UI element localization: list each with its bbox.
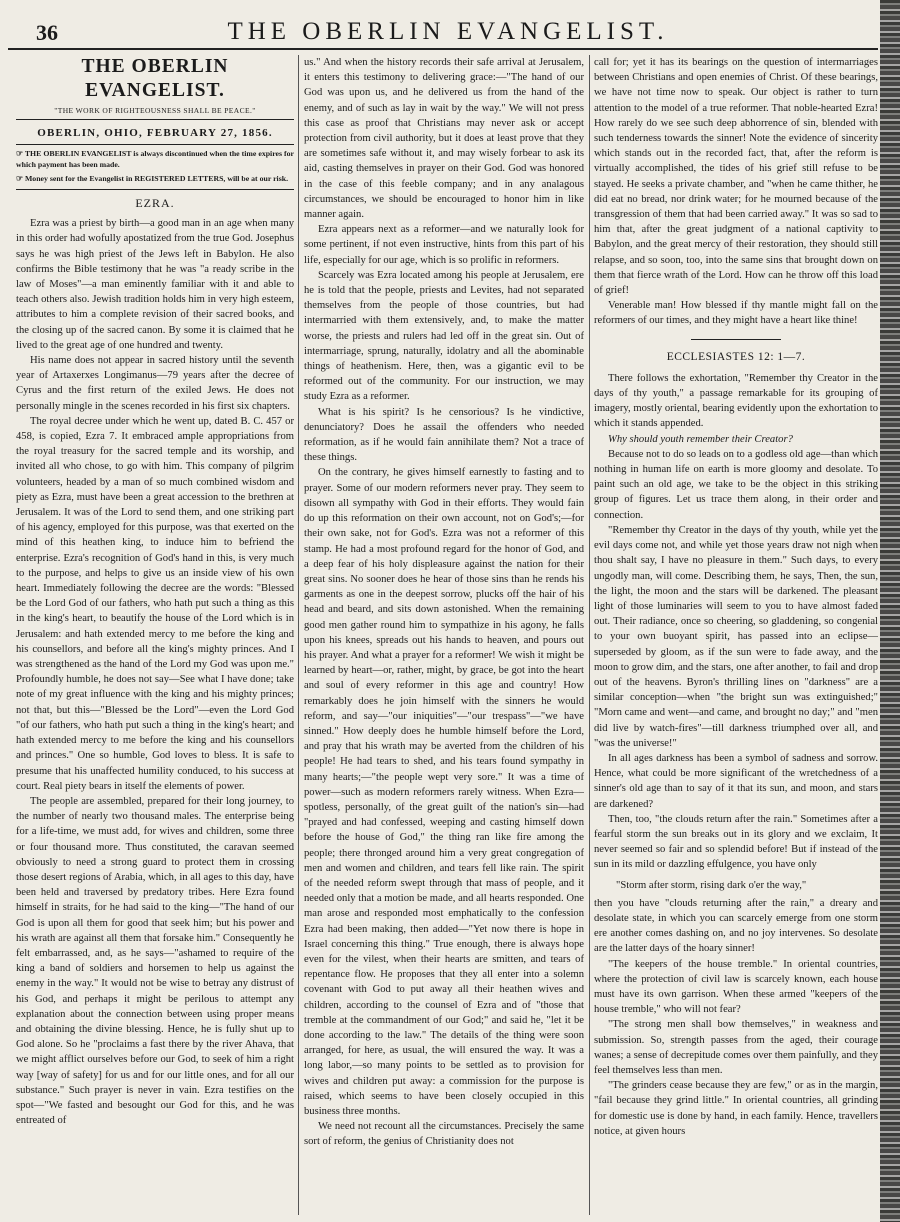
- paragraph: us." And when the history records their safe arrival at Jerusalem, it enters this testimony to delivering grace:—"The hand of our God was upon us, and he delivered us from the hand of the enemy, and of such as lay in wait by the way." We will not press this case as proof that Christians may never ask or accept protection from civil authority, but it does at least prove that they are sometimes safe without it, and may wisely forbear to ask its aid, casting themselves in prayer on their God. God was honored in the case of this feeble company; and in any analagous circumstances, we should be encouraged to honor him in like manner again.: [304, 57, 584, 221]
- paragraph: Why should youth remember their Creator?: [608, 433, 793, 445]
- paragraph: "The strong men shall bow themselves," in weakness and submission. So, strength passes from the aged, their courage wanes; a sense of decrepitude comes over them painfully, and they feel themselves less than men.: [594, 1019, 878, 1076]
- paragraph: "The grinders cease because they are few," or as in the margin, "fail because they grind little." In oriental countries, all grinding for domestic use is done by hand, in each family. Hence, travellers notice, at given hours: [594, 1080, 878, 1137]
- masthead-title: THE OBERLIN EVANGELIST.: [81, 56, 229, 101]
- paragraph: There follows the exhortation, "Remember thy Creator in the days of thy youth," a passage remarkable for its grouping of imagery, mostly oriental, bearing evidently upon the exhortation to which it stands appended.: [594, 372, 878, 430]
- column-2: [304, 55, 584, 1217]
- scan-binding-edge: [880, 0, 900, 1222]
- paragraph: His name does not appear in sacred history until the seventh year of Artaxerxes Longimanus—79 years after the decree of Cyrus and the first return of the exiled Jews. He does not personally mingle in the scenes recorded in his first six chapters.: [16, 355, 294, 412]
- column-3: [594, 55, 878, 1217]
- notice: ☞ THE OBERLIN EVANGELIST is always discontinued when the time expires for which payment has been made.: [16, 149, 294, 169]
- paragraph: Venerable man! How blessed if thy mantle might fall on the reformers of our times, and they might have a heart like thine!: [594, 300, 878, 327]
- paragraph: What is his spirit? Is he censorious? Is he vindictive, denunciatory? Does he assail the offenders who needed reformation, as if he would fain annihilate them? Not a trace of these things.: [304, 406, 584, 464]
- paragraph: We need not recount all the circumstances. Precisely the same sort of reform, the genius of Christianity does not: [304, 1121, 584, 1148]
- column-1: [16, 55, 294, 1217]
- article-heading: ECCLESIASTES 12: 1—7.: [666, 350, 806, 363]
- dateline: OBERLIN, OHIO, FEBRUARY 27, 1856.: [16, 123, 294, 145]
- running-title: THE OBERLIN EVANGELIST.: [227, 18, 669, 45]
- paragraph: "Remember thy Creator in the days of thy youth, while yet the evil days come not, and while yet those years draw not nigh when thou shalt say, I have no pleasure in them." Such days, to every ungodly man, will come. Describing them, he says, Then, the sun, the light, the moon and the stars will be darkened. The pleasant light of those luminaries will seem to you to have almost faded out. Their radiance, once so cheering, so gladdening, so congenial to your own buoyant spirit, has passed into an eclipse—superseded by gloom, as if the sun were to fade away, and the moon to grow dim, and the stars, one after another, to fail and drop out of the heavens. Byron's thrilling lines on "darkness" are a similar conception—when "the bright sun was extinguished;" "Morn came and went—and came, and brought no day;" and "men did live by watch-fires"—till darkness triumphed over all, and "was the universe!": [594, 524, 878, 749]
- notice: ☞ Money sent for the Evangelist in REGISTERED LETTERS, will be at our risk.: [16, 174, 289, 184]
- paragraph: Because not to do so leads on to a godless old age—than which nothing in human life on earth is more gloomy and desolate. To paint such an old age, we take to be the object in this striking group of figures. Let us trace them along, in their order and connection.: [594, 448, 878, 521]
- article-heading: EZRA.: [135, 195, 175, 210]
- running-head: [8, 18, 888, 50]
- paragraph: The royal decree under which he went up, dated B. C. 457 or 458, is copied, Ezra 7. It embraced ample appropriations from the royal treasury for the sacred temple and its worship, and invited all who chose, to go with him. This company of pilgrim volunteers, headed by a man of so much combined wisdom and piety as Ezra, must have been a great accession to the brethren at Jerusalem. It was of the Lord to send them, and one striking part of his agency, employed for this purpose, was that exerted on the mind of this heathen king, to induce him to befriend the enterprise. Ezra's recognition of God's hand in this, is very much to the purpose, and helps to give us an inside view of his own heart. Immediately following the decree are the words: "Blessed be the Lord God of our fathers, who hath put such a thing as this in the king's heart, to beautify the house of the Lord which is in Jerusalem: and hath extended mercy to me before the king and his counsellors, and before all the king's mighty princes. And I was strengthened as the hand of the Lord my God was upon me." Profoundly humble, he does not say—See what I have done; take note of my great influence with the king and his mighty princes; not that, but this—"Blessed be the Lord"—even the Lord God "of our fathers, who hath put such a thing in the king's heart; and hath extended mercy to me before the king and his counsellors and princes." One so humble, God loves to bless. It is safe to presume that his unaffected humility conduced, to his success at court. Real piety bears in itself the elements of power.: [16, 415, 294, 792]
- verse-quote: "Storm after storm, rising dark o'er the way,": [616, 879, 807, 891]
- paragraph: On the contrary, he gives himself earnestly to fasting and to prayer. Some of our modern reformers never pray. They seem to disown all sympathy with God in their efforts. They would fain do up this reformation on their own account, not on God's;—for their own sake, not for God's. Ezra was not a reformer of this stamp. He had a most profound regard for the honor of God, and a deep fear of his holy displeasure against the nation for their great sins. No sooner does he hear of those sins than he rends his garments as one in the deepest sorrow, plucks off the hair of his head and beard, and sits down astonished. When the remaining good men gather round him to sympathize in his agony, he falls upon his knees, spreads out his hands to heaven, and pours out his prayer. And what a prayer for a reformer! We wish it might be learned by heart—or, rather, might, by grace, be got into the heart and soul of every reformer in this age and country! How remarkably does he join himself with the sinners he would reform, and say—"our iniquities"—"our trespass"—"we have sinned." How deeply does he humble himself before the Lord, and pray that his wrath may be averted from the children of his people! He had tears to shed, and his tears found sympathy in many hearts;—"the people wept very sore." It was a time of power—such as modern reformers rarely witness. When Ezra—spotless, personally, of the great guilt of the nation's sin—had "prayed and had confessed, weeping and casting himself down before the house of God," the thing ran like fire among the people; there thronged around him a very great congregation of men and women and children, and tears fell like rain. The spirit of the needed reform swept through that mass of people, and it needed only that a motion be made, and all hearts responded. One man arose and responded most emphatically to the confession Ezra had been making, then added—"Yet now there is hope in Israel concerning this thing." True enough, there is always hope even for the vilest, when their hearts are smitten, and tears of repentance flow. He proposes that they all enter into a solemn covenant with God to put away all their heathen wives and children, according to the counsel of Ezra and of "those that tremble at the commandment of our God;" and said he, "let it be done according to the law." The details of the thing were soon arranged, for here, as usual, the will ensured the way. It was a long labor,—so many points to be settled as to provision for wives and children put away: a commission for the purpose is raised, which seems to have been closely occupied in this business three months.: [304, 467, 584, 1118]
- masthead: [16, 55, 294, 120]
- paragraph: In all ages darkness has been a symbol of sadness and sorrow. Hence, what could be more significant of the wretchedness of a sinner's old age than to say of it that its sun, and moon, and stars are darkened?: [594, 752, 878, 810]
- page-number: 36: [36, 20, 58, 45]
- column-rule: [589, 55, 590, 1215]
- paragraph: Ezra appears next as a reformer—and we naturally look for some pertinent, if not even instructive, hints from this part of his life, especially for our age, which is so prolific in reformers.: [304, 224, 584, 266]
- notices: [16, 149, 294, 190]
- paragraph: The people are assembled, prepared for their long journey, to the number of nearly two thousand males. The enterprise being for a life-time, we must add, for wives and children, some three or four thousand more. Thus constituted, the caravan seemed obviously to need a strong guard to protect them in crossing those desert regions of Arabia, which, in all ages to this day, have been held and traversed by predatory tribes. Here Ezra found himself in straits, for he had said to the king—"The hand of our God is upon all them for good that seek him; but his power and his wrath are against all them that forsake him." Consequently he felt embarrassed, and, as he says—"ashamed to require of the king a band of soldiers and horsemen to help us against the enemy in the way." It would not be wise to betray any distrust of his God, and perhaps it might be perilous to attempt any explanation about the connection between using proper means and obtaining the divine blessing. Hence, he is fully shut up to God alone. So he "proclaims a fast there by the river Ahava, that we might afflict ourselves before our God, to seek of him a right way [way of safety] for us and for our little ones, and for all our substance." Such prayer is never in vain. Ezra testifies on the spot—"We fasted and besought our God for this, and he was entreated of: [16, 795, 294, 1127]
- paragraph: Ezra was a priest by birth—a good man in an age when many in this order had wofully apostatized from the true God. Josephus says he was high priest of the Jews left in Babylon. He also confirms the Bible testimony that he was "a ready scribe in the law of Moses"—a man eminently familiar with it and able to teach others also. Jewish tradition holds him in very high esteem, attributes to him a complete revision of their sacred books, and the closing up of the sacred canon. By some it is claimed that he lived to the great age of one hundred and twenty.: [16, 218, 294, 351]
- masthead-motto: "THE WORK OF RIGHTEOUSNESS SHALL BE PEACE.": [54, 106, 256, 115]
- paragraph: "The keepers of the house tremble." In oriental countries, where the protection of civil law is scarcely known, each house must have its own garrison. When these armed "keepers of the house tremble," who will not fear?: [594, 958, 878, 1016]
- paragraph: then you have "clouds returning after the rain," a dreary and desolate state, in which you can scarcely emerge from one storm ere another comes dashing on, and no joy intervenes. So desolate are the latter days of the hoary sinner!: [594, 897, 878, 955]
- paragraph: call for; yet it has its bearings on the question of intermarriages between Christians and open enemies of Christ. Of these bearings, we have not time now to speak. Our object is rather to turn attention to the model of a true reformer. That noble-hearted Ezra! How rarely do we see such deep abhorrence of sin, blended with such tenderness towards the sinner! Note the evidence of sincerity which stands out in the recorded fact, that, after the reform is virtually accomplished, the tides of his grief still refuse to be stayed. He seeks a private chamber, and "when he came thither, he did eat no bread, nor drink water; for he mourned because of the transgression of them that had been carried away." It was so sad to him that, after the great judgment of a national captivity to Babylon, and the great mercy of their restoration, they should still relapse, and so soon, too, into the same sins that brought down on them that fierce wrath of the Lord. How can he throw off this load of grief!: [594, 57, 878, 297]
- section-divider: [691, 339, 781, 340]
- paragraph: Then, too, "the clouds return after the rain." Sometimes after a fearful storm the sun breaks out in its glory and we exclaim, It never seemed so fair and so splendid before! But if instead of the sun in its mild or dazzling effulgence, you have only: [594, 813, 878, 871]
- head-rule: [8, 48, 878, 50]
- paragraph: Scarcely was Ezra located among his people at Jerusalem, ere he is told that the people, priests and Levites, had not separated themselves from the people of those countries, but had intermarried with them extensively, and, to make the matter worse, the priests and rulers had led off in the great sin. Out of intermarriage, sprung, naturally, idolatry and all the abominable things of heathenism. Here, then, was a gigantic evil to be reformed out of the community. For our instruction, we may study Ezra as a reformer.: [304, 269, 584, 403]
- column-rule: [298, 55, 299, 1215]
